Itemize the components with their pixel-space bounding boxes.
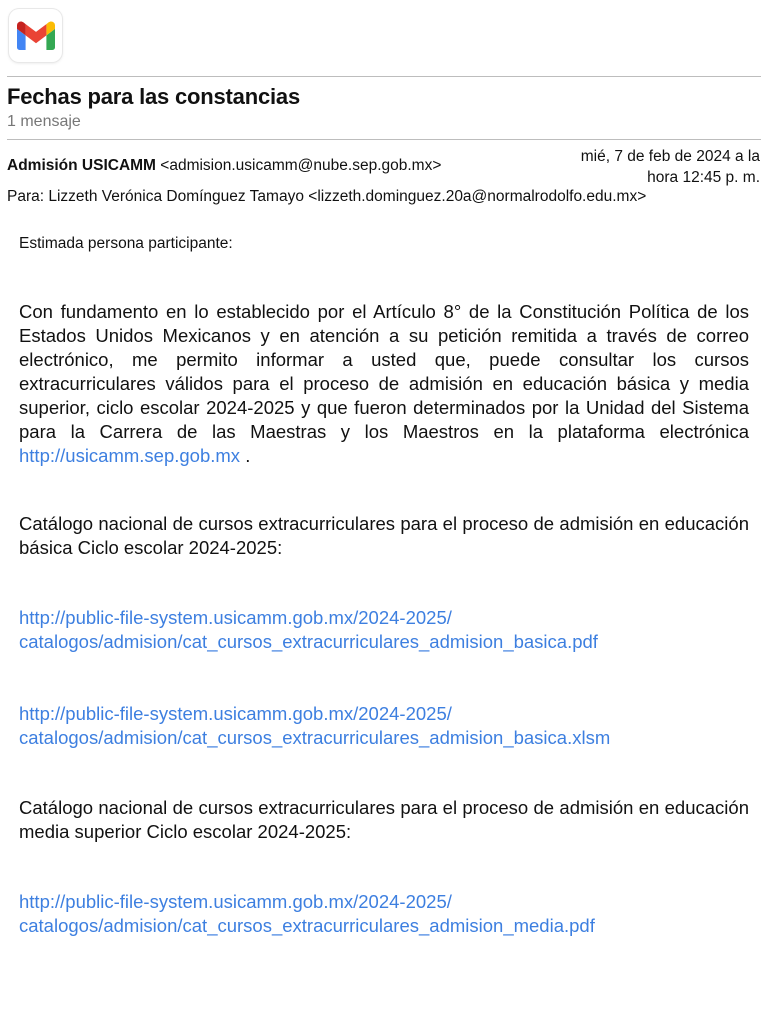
recipient-line: Para: Lizzeth Verónica Domínguez Tamayo <lizzeth.dominguez.20a@normalrodolfo.edu.mx>	[7, 188, 647, 205]
date-line-1: mié, 7 de feb de 2024 a la	[580, 148, 760, 165]
thread-subject: Fechas para las constancias	[7, 84, 300, 109]
link-basica-xlsm[interactable]	[19, 702, 610, 750]
message-count: 1 mensaje	[7, 113, 81, 130]
link-basica-pdf-line-1[interactable]: http://public-file-system.usicamm.gob.mx/2024-2025/	[19, 607, 452, 628]
date-line-2: hora 12:45 p. m.	[647, 169, 760, 186]
link-media-pdf[interactable]	[19, 890, 595, 938]
header-divider	[7, 76, 761, 77]
paragraph-1-end: .	[240, 445, 251, 466]
link-basica-pdf-line-2[interactable]: catalogos/admision/cat_cursos_extracurriculares_admision_basica.pdf	[19, 631, 598, 652]
body-paragraph-3: Catálogo nacional de cursos extracurriculares para el proceso de admisión en educación media superior Ciclo escolar 2024-2025:	[19, 797, 749, 842]
gmail-icon	[17, 21, 55, 50]
link-media-pdf-line-2[interactable]: catalogos/admision/cat_cursos_extracurriculares_admision_media.pdf	[19, 915, 595, 936]
gmail-logo	[9, 9, 62, 62]
body-paragraph-1	[19, 300, 749, 468]
body-paragraph-2: Catálogo nacional de cursos extracurriculares para el proceso de admisión en educación básica Ciclo escolar 2024-2025:	[19, 513, 749, 558]
usicamm-link[interactable]: http://usicamm.sep.gob.mx	[19, 445, 241, 466]
sender-line	[7, 157, 441, 175]
link-basica-pdf[interactable]	[19, 606, 598, 654]
link-basica-xlsm-line-1[interactable]: http://public-file-system.usicamm.gob.mx/2024-2025/	[19, 703, 452, 724]
message-date	[530, 146, 760, 188]
sender-email: <admision.usicamm@nube.sep.gob.mx>	[160, 157, 442, 174]
link-media-pdf-line-1[interactable]: http://public-file-system.usicamm.gob.mx/2024-2025/	[19, 891, 452, 912]
link-basica-xlsm-line-2[interactable]: catalogos/admision/cat_cursos_extracurriculares_admision_basica.xlsm	[19, 727, 611, 748]
subject-divider	[7, 139, 761, 140]
sender-name: Admisión USICAMM	[7, 157, 156, 174]
paragraph-1-text: Con fundamento en lo establecido por el Artículo 8° de la Constitución Política de los Estados Unidos Mexicanos y en atención a su petición remitida a través de correo electrónico, me permito informar a usted que, puede consultar los cursos extracurriculares válidos para el proceso de admisión en educación básica y media superior, ciclo escolar 2024-2025 y que fueron determinados por la Unidad del Sistema para la Carrera de las Maestras y los Maestros en la plataforma electrónica	[19, 301, 749, 442]
greeting: Estimada persona participante:	[19, 235, 233, 252]
